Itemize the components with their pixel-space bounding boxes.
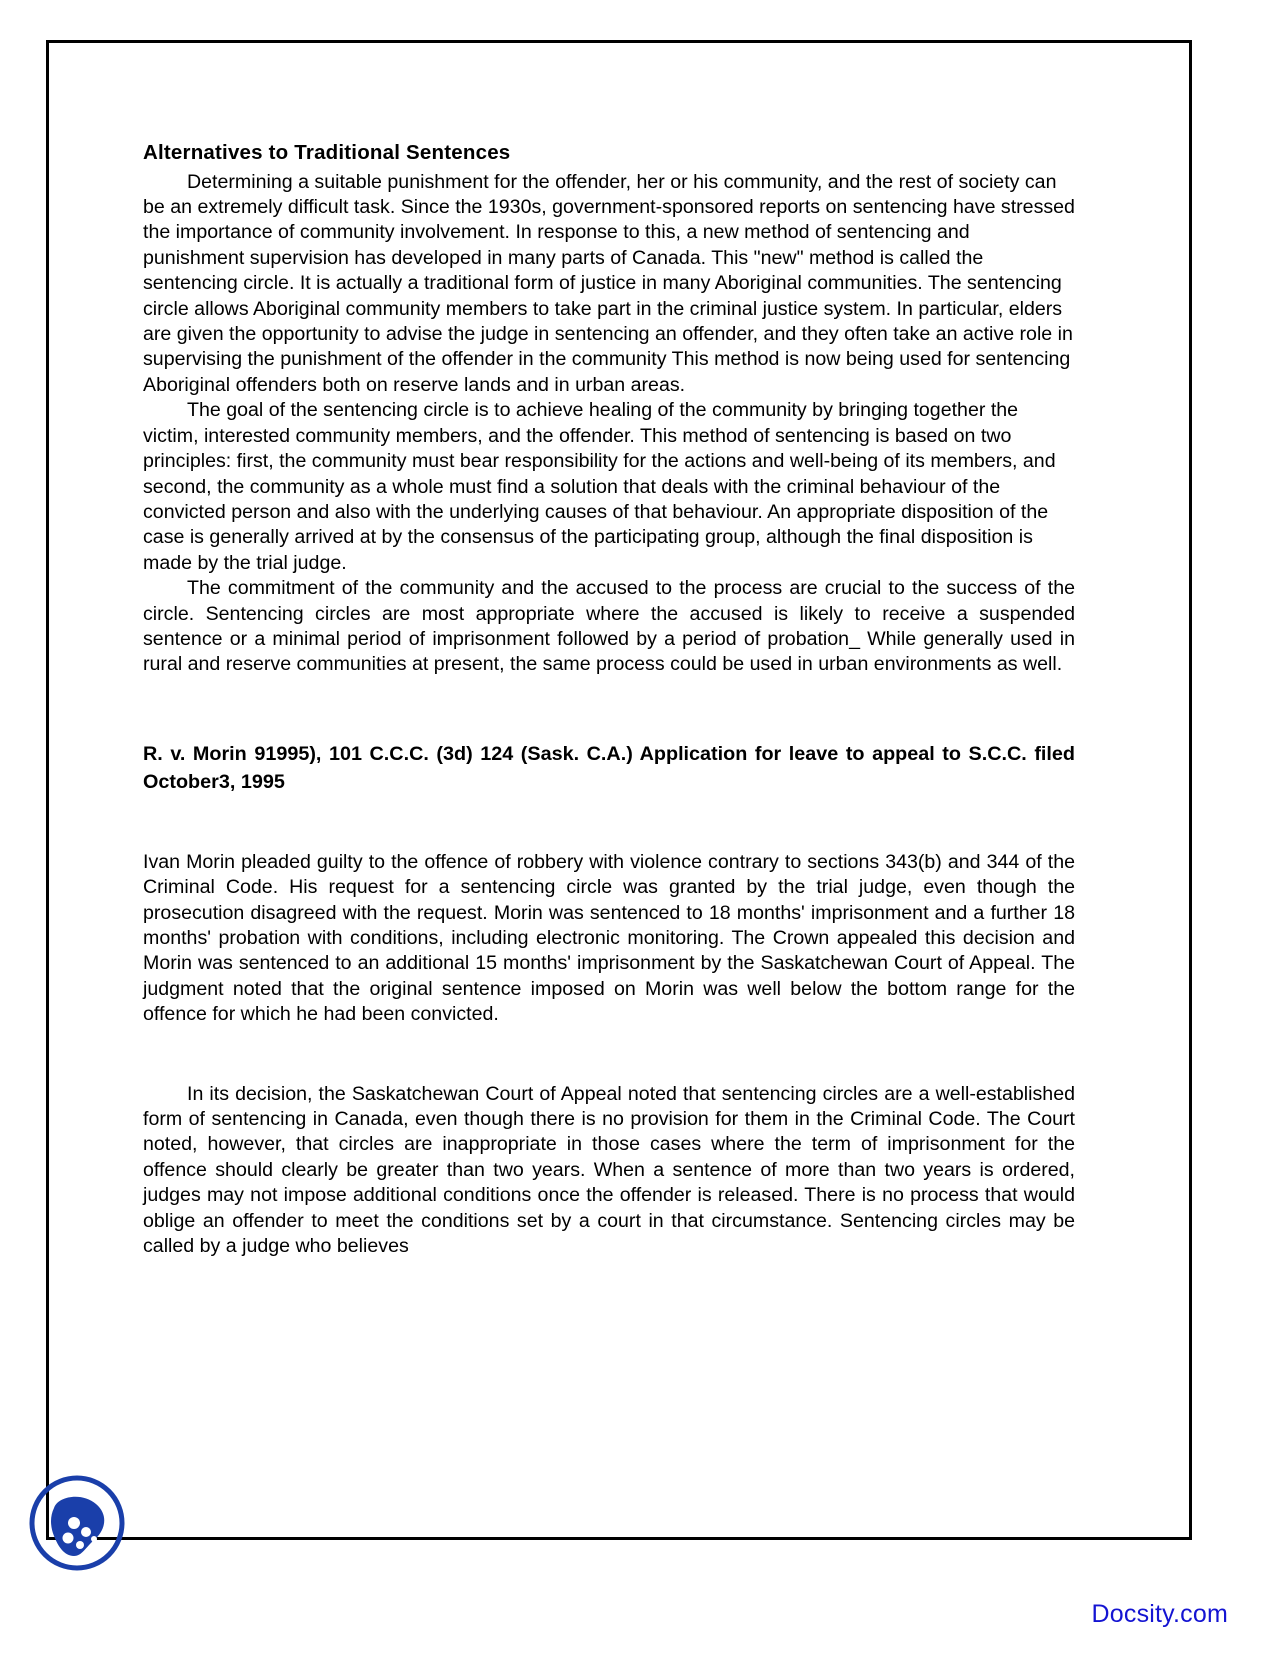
docsity-brand-text[interactable]: Docsity.com (1091, 1600, 1228, 1628)
case-paragraph-1: Ivan Morin pleaded guilty to the offence of robbery with violence contrary to sections 343(b) and 344 of the Criminal Code. His request for a sentencing circle was granted by the trial judge, even though the prosecution disagreed with the request. Morin was sentenced to 18 months' imprisonment and a further 18 months' probation with conditions, including electronic monitoring. The Crown appealed this decision and Morin was sentenced to an additional 15 months' imprisonment by the Saskatchewan Court of Appeal. The judgment noted that the original sentence imposed on Morin was well below the bottom range for the offence for which he had been convicted. (143, 850, 1075, 1026)
section-spacer-3 (143, 1028, 1075, 1082)
docsity-logo[interactable] (24, 1470, 130, 1576)
case-paragraph-2: In its decision, the Saskatchewan Court of Appeal noted that sentencing circles are a well-established form of sentencing in Canada, even though there is no provision for them in the Criminal Code. The Court noted, however, that circles are inappropriate in those cases where the term of imprisonment for the offence should clearly be greater than two years. When a sentence of more than two years is ordered, judges may not impose additional conditions once the offender is released. There is no process that would oblige an offender to meet the conditions set by a court in that circumstance. Sentencing circles may be called by a judge who believes (143, 1082, 1075, 1258)
page-title: Alternatives to Traditional Sentences (143, 141, 511, 164)
section-spacer-1 (143, 678, 1075, 740)
case-citation-heading: R. v. Morin 91995), 101 C.C.C. (3d) 124 (Sask. C.A.) Application for leave to appeal to S.C.C. filed October3, 1995 (143, 742, 1075, 793)
section-spacer-2 (143, 796, 1075, 850)
body-paragraph-1: Determining a suitable punishment for the offender, her or his community, and the rest of society can be an extremely difficult task. Since the 1930s, government-sponsored reports on sentencing have stressed the importance of community involvement. In response to this, a new method of sentencing and punishment supervision has developed in many parts of Canada. This "new" method is called the sentencing circle. It is actually a traditional form of justice in many Aboriginal communities. The sentencing circle allows Aboriginal community members to take part in the criminal justice system. In particular, elders are given the opportunity to advise the judge in sentencing an offender, and they often take an active role in supervising the punishment of the offender in the community This method is now being used for sentencing Aboriginal offenders both on reserve lands and in urban areas. (143, 170, 1075, 396)
body-paragraph-2: The goal of the sentencing circle is to achieve healing of the community by bringing together the victim, interested community members, and the offender. This method of sentencing is based on two principles: first, the community must bear responsibility for the actions and well-being of its members, and second, the community as a whole must find a solution that deals with the criminal behaviour of the convicted person and also with the underlying causes of that behaviour. An appropriate disposition of the case is generally arrived at by the consensus of the participating group, although the final disposition is made by the trial judge. (143, 399, 1056, 574)
body-paragraph-3: The commitment of the community and the accused to the process are crucial to the success of the circle. Sentencing circles are most appropriate where the accused is likely to receive a suspended sentence or a minimal period of imprisonment followed by a period of probation_ While generally used in rural and reserve communities at present, the same process could be used in urban environments as well. (143, 577, 1075, 676)
cookie-icon (24, 1470, 130, 1576)
document-content (143, 140, 1075, 1259)
